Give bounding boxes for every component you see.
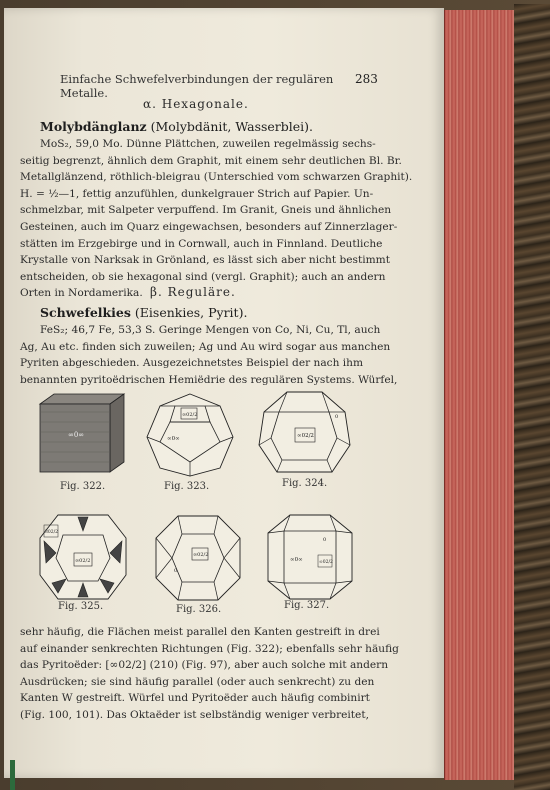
face-label: ∞02/2: [193, 552, 209, 558]
figure-caption: Fig. 322.: [60, 481, 106, 492]
bookmark-ribbon: [10, 760, 15, 790]
figure-caption: Fig. 327.: [284, 600, 330, 611]
face-label: ∞02/2: [319, 560, 333, 565]
figure-322-cube: [38, 392, 128, 477]
text-line: das Pyritoëder: [∞02/2] (210) (Fig. 97), aber auch solche mit andern: [20, 659, 389, 672]
face-label: ∞02/2: [75, 558, 91, 564]
figure-325-crystal: [38, 513, 128, 601]
running-header: Einfache Schwefelverbindungen der regulären Metalle.: [60, 72, 334, 100]
mineral-heading-molybdaenglanz: [40, 119, 313, 134]
figure-327-crystal: [266, 513, 354, 601]
text-line: Kanten W gestreift. Würfel und Pyritoëder auch häufig combinirt: [20, 692, 370, 705]
text-line: Gesteinen, auch im Quarz eingewachsen, besonders auf Zinnerzlager-: [20, 220, 398, 233]
face-label: 0: [323, 537, 327, 543]
face-label: 0: [174, 568, 178, 574]
figure-caption: Fig. 325.: [58, 601, 104, 612]
text-line: Krystalle von Narksak in Grönland, es lässt sich aber nicht bestimmt: [20, 254, 390, 267]
figure-324-pyritohedron: [257, 390, 352, 478]
text-line: Ag, Au etc. finden sich zuweilen; Ag und Au wird sogar aus manchen: [20, 340, 391, 353]
text-line: auf einander senkrechten Richtungen (Fig. 322); ebenfalls sehr häufig: [20, 642, 399, 655]
text-line: sehr häufig, die Flächen meist parallel den Kanten gestreift in drei: [20, 626, 380, 638]
face-label: ∞0∞: [290, 557, 303, 563]
paragraph-schwefelkies: [20, 322, 398, 388]
face-label: ∞0∞: [167, 436, 180, 442]
page-fore-edge: [444, 10, 515, 780]
face-label: 0: [335, 414, 339, 420]
figure-caption: Fig. 324.: [282, 478, 328, 489]
figure-caption: Fig. 323.: [164, 481, 210, 492]
figure-323-crystal: [145, 392, 235, 477]
figure-326-crystal: [154, 514, 242, 602]
section-heading-regular: β. Reguläre.: [150, 285, 236, 299]
text-line: benannten pyritoëdrischen Hemiëdrie des regulären Systems. Würfel,: [20, 373, 398, 386]
book-cover-edge: [514, 4, 550, 790]
text-line: seitig begrenzt, ähnlich dem Graphit, mit einem sehr deutlichen Bl. Br.: [20, 154, 402, 167]
page-number: 283: [355, 72, 378, 86]
mineral-synonyms: (Molybdänit, Wasserblei).: [150, 119, 314, 134]
mineral-name: Schwefelkies: [40, 305, 131, 320]
face-label: ∞02/2: [182, 412, 198, 418]
text-line: MoS₂, 59,0 Mo. Dünne Plättchen, zuweilen regelmässig sechs-: [40, 138, 376, 150]
text-line: stätten im Erzgebirge und in Cornwall, auch in Finnland. Deutliche: [20, 237, 383, 250]
mineral-name: Molybdänglanz: [40, 119, 147, 134]
paragraph-continuation: [20, 624, 399, 724]
text-line: Metallglänzend, röthlich-bleigrau (Unterschied vom schwarzen Graphit).: [20, 171, 413, 184]
figure-caption: Fig. 326.: [176, 604, 222, 615]
text-line: Ausdrücken; sie sind häufig parallel (oder auch senkrecht) zu den: [20, 675, 375, 688]
section-heading-hexagonal: α. Hexagonale.: [143, 97, 249, 111]
text-line: H. = ½—1, fettig anzufühlen, dunkelgrauer Strich auf Papier. Un-: [20, 187, 374, 200]
text-line: Pyriten abgeschieden. Ausgezeichnetstes Beispiel der nach ihm: [20, 357, 364, 370]
paragraph-molybdaenglanz: [20, 136, 413, 302]
text-line: (Fig. 100, 101). Das Oktaëder ist selbständig weniger verbreitet,: [20, 708, 369, 721]
text-line: FeS₂; 46,7 Fe, 53,3 S. Geringe Mengen von Co, Ni, Cu, Tl, auch: [40, 324, 381, 336]
mineral-synonyms: (Eisenkies, Pyrit).: [134, 305, 248, 320]
face-label: ∞0∞: [68, 431, 85, 439]
text-line: Orten in Nordamerika.: [20, 287, 143, 300]
face-label: 302/2: [45, 530, 58, 535]
text-line: schmelzbar, mit Salpeter verpuffend. Im Granit, Gneis und ähnlichen: [20, 204, 392, 217]
face-label: ∞02/2: [297, 433, 314, 439]
mineral-heading-schwefelkies: [40, 305, 247, 320]
text-line: entscheiden, ob sie hexagonal sind (vergl. Graphit); auch an andern: [20, 270, 386, 283]
